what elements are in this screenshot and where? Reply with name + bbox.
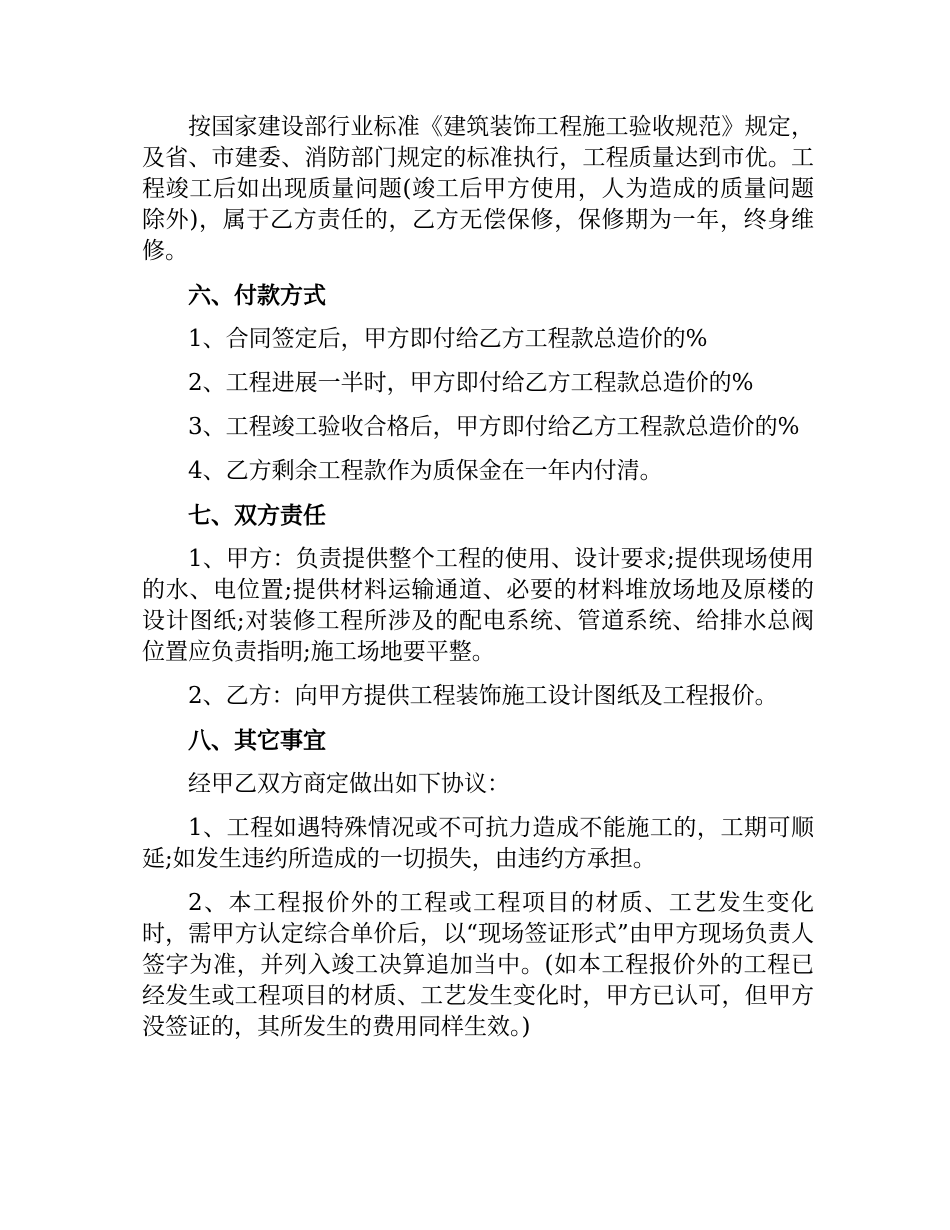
agreement-item-1: 1、工程如遇特殊情况或不可抗力造成不能施工的，工期可顺延;如发生违约所造成的一切损失，由违约方承担。 xyxy=(142,815,814,872)
section-heading-other-matters: 八、其它事宜 xyxy=(188,727,326,754)
agreement-intro: 经甲乙双方商定做出如下协议： xyxy=(188,771,510,797)
document-page xyxy=(142,112,814,1056)
quality-warranty-paragraph: 按国家建设部行业标准《建筑装饰工程施工验收规范》规定，及省、市建委、消防部门规定的标准执行，工程质量达到市优。工程竣工后如出现质量问题(竣工后甲方使用，人为造成的质量问题除外)，属于乙方责任的，乙方无偿保修，保修期为一年，终身维修。 xyxy=(142,114,814,264)
agreement-item-2: 2、本工程报价外的工程或工程项目的材质、工艺发生变化时，需甲方认定综合单价后，以“现场签证形式”由甲方现场负责人签字为准，并列入竣工决算追加当中。(如本工程报价外的工程已经发生或工程项目的材质、工艺发生变化时，甲方已认可，但甲方没签证的，其所发生的费用同样生效。) xyxy=(142,890,814,1040)
section-heading-responsibilities: 七、双方责任 xyxy=(188,502,326,529)
payment-item-4: 4、乙方剩余工程款作为质保金在一年内付清。 xyxy=(188,458,663,484)
payment-item-3: 3、工程竣工验收合格后，甲方即付给乙方工程款总造价的% xyxy=(188,414,800,440)
payment-item-2: 2、工程进展一半时，甲方即付给乙方工程款总造价的% xyxy=(188,370,754,396)
payment-item-1: 1、合同签定后，甲方即付给乙方工程款总造价的% xyxy=(188,326,708,352)
section-heading-payment: 六、付款方式 xyxy=(188,282,326,309)
responsibility-party-a: 1、甲方：负责提供整个工程的使用、设计要求;提供现场使用的水、电位置;提供材料运输通道、必要的材料堆放场地及原楼的设计图纸;对装修工程所涉及的配电系统、管道系统、给排水总阀位置应负责指明;施工场地要平整。 xyxy=(142,546,814,665)
responsibility-party-b: 2、乙方：向甲方提供工程装饰施工设计图纸及工程报价。 xyxy=(188,683,778,709)
